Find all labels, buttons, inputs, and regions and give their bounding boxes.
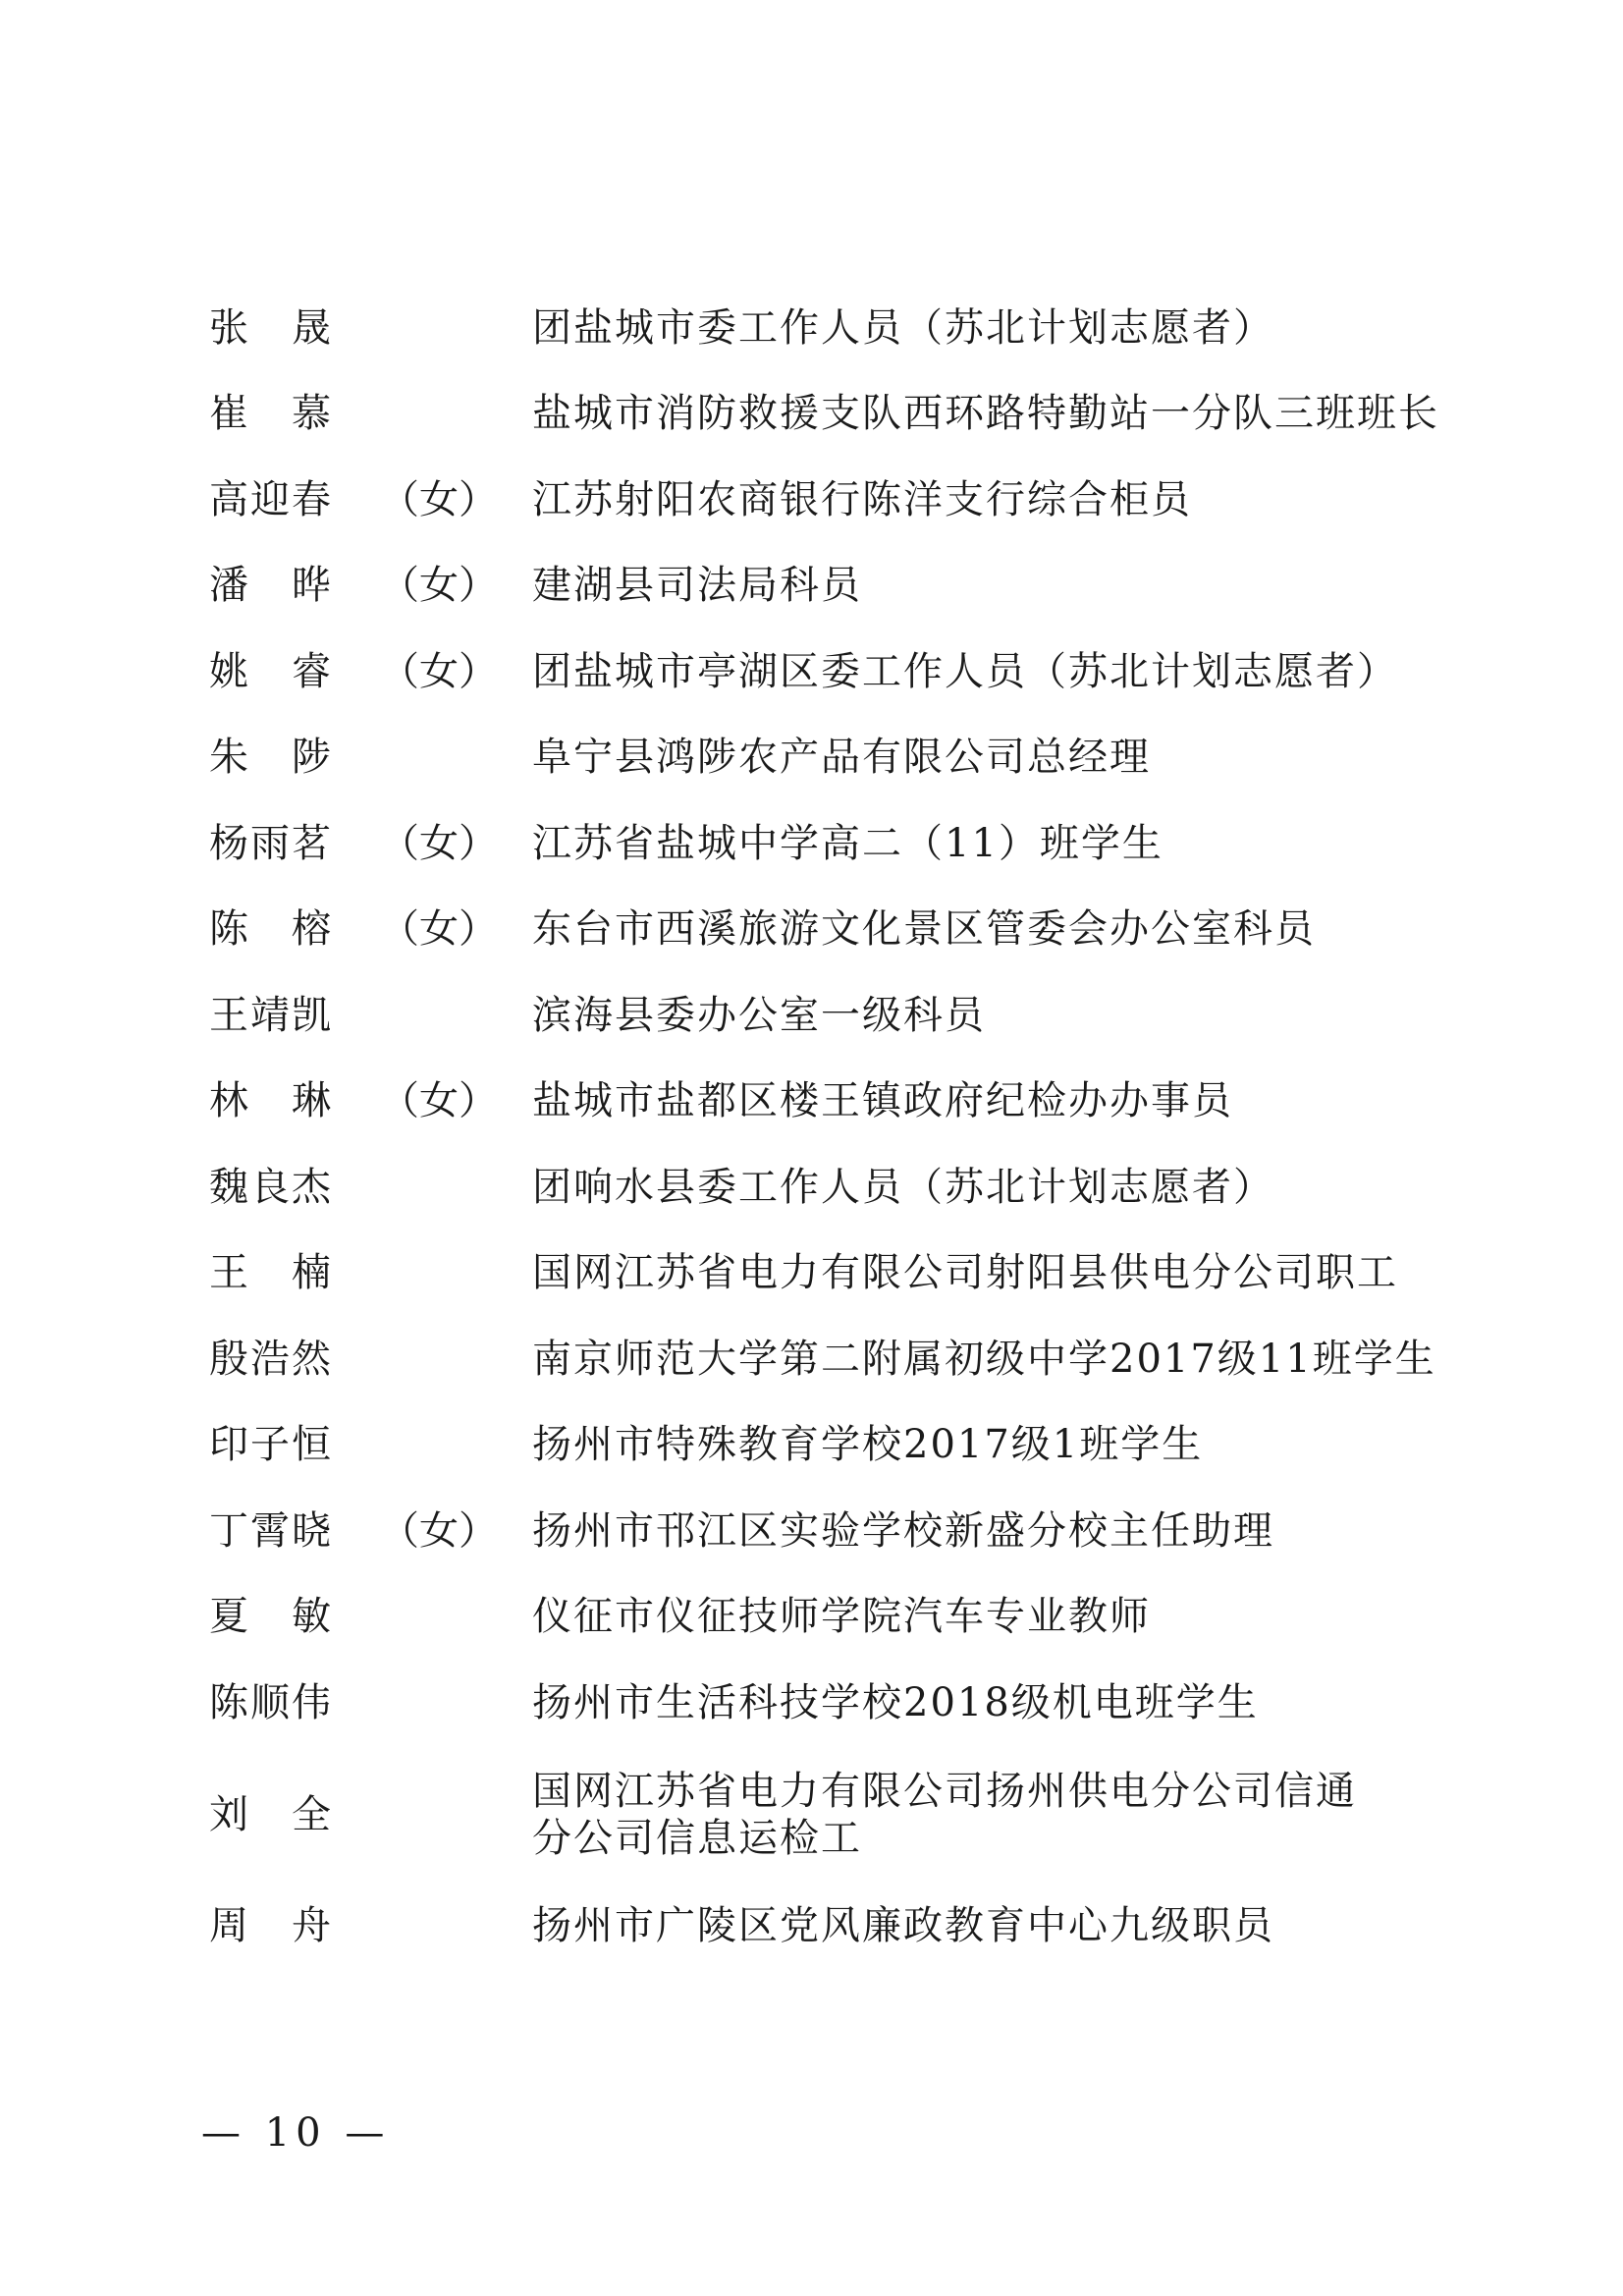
person-description: 扬州市广陵区党风廉政教育中心九级职员 xyxy=(532,1903,1274,1949)
description-line: 国网江苏省电力有限公司扬州供电分公司信通 xyxy=(532,1768,1357,1814)
gender-note: （女） xyxy=(380,820,498,866)
gender-note: （女） xyxy=(380,563,498,609)
person-name: 姚 睿 xyxy=(209,648,333,694)
person-description: 扬州市特殊教育学校2017级1班学生 xyxy=(532,1422,1204,1468)
list-item xyxy=(209,972,1446,1059)
list-item xyxy=(209,1884,1446,1970)
person-name: 王 楠 xyxy=(209,1250,333,1296)
person-name: 王靖凯 xyxy=(209,992,333,1038)
person-description: 建湖县司法局科员 xyxy=(532,563,862,609)
person-name: 殷浩然 xyxy=(209,1336,333,1382)
list-item xyxy=(209,1746,1446,1884)
person-name: 印子恒 xyxy=(209,1422,333,1468)
person-description: 盐城市消防救援支队西环路特勤站一分队三班班长 xyxy=(532,391,1439,437)
list-item xyxy=(209,1488,1446,1574)
gender-note: （女） xyxy=(380,1078,498,1124)
person-name: 丁霄晓 xyxy=(209,1507,333,1554)
gender-note: （女） xyxy=(380,1507,498,1554)
person-name: 张 晟 xyxy=(209,304,333,351)
person-name: 陈 榕 xyxy=(209,906,333,953)
person-name: 崔 慕 xyxy=(209,391,333,437)
person-name: 刘 全 xyxy=(209,1791,333,1837)
description-line: 分公司信息运检工 xyxy=(532,1815,862,1861)
person-description: 盐城市盐都区楼王镇政府纪检办办事员 xyxy=(532,1078,1233,1124)
person-description: 团响水县委工作人员（苏北计划志愿者） xyxy=(532,1164,1274,1210)
person-description: 东台市西溪旅游文化景区管委会办公室科员 xyxy=(532,906,1316,953)
person-name: 夏 敏 xyxy=(209,1594,333,1640)
list-item xyxy=(209,371,1446,458)
person-description: 阜宁县鸿陟农产品有限公司总经理 xyxy=(532,735,1151,781)
list-item xyxy=(209,1402,1446,1489)
list-item xyxy=(209,800,1446,887)
list-item xyxy=(209,1660,1446,1746)
gender-note: （女） xyxy=(380,476,498,522)
person-description: 团盐城市委工作人员（苏北计划志愿者） xyxy=(532,304,1274,351)
list-item xyxy=(209,1059,1446,1145)
person-description: 江苏射阳农商银行陈洋支行综合柜员 xyxy=(532,476,1192,522)
person-description: 团盐城市亭湖区委工作人员（苏北计划志愿者） xyxy=(532,648,1398,694)
list-item xyxy=(209,887,1446,973)
list-item xyxy=(209,457,1446,543)
honoree-list xyxy=(209,285,1446,1969)
person-name: 朱 陟 xyxy=(209,735,333,781)
person-name: 杨雨茗 xyxy=(209,820,333,866)
list-item xyxy=(209,1574,1446,1661)
person-description xyxy=(532,1768,1446,1862)
person-name: 高迎春 xyxy=(209,476,333,522)
list-item xyxy=(209,715,1446,801)
person-name: 林 琳 xyxy=(209,1078,333,1124)
person-description: 国网江苏省电力有限公司射阳县供电分公司职工 xyxy=(532,1250,1398,1296)
list-item xyxy=(209,1144,1446,1230)
person-description: 扬州市邗江区实验学校新盛分校主任助理 xyxy=(532,1507,1274,1554)
list-item xyxy=(209,543,1446,629)
gender-note: （女） xyxy=(380,906,498,953)
person-description: 扬州市生活科技学校2018级机电班学生 xyxy=(532,1679,1259,1725)
list-item xyxy=(209,1230,1446,1317)
person-description: 滨海县委办公室一级科员 xyxy=(532,992,986,1038)
person-name: 周 舟 xyxy=(209,1903,333,1949)
person-name: 潘 晔 xyxy=(209,563,333,609)
person-description: 南京师范大学第二附属初级中学2017级11班学生 xyxy=(532,1336,1436,1382)
page-number: — 10 — xyxy=(201,2110,391,2156)
list-item xyxy=(209,285,1446,371)
list-item xyxy=(209,1316,1446,1402)
gender-note: （女） xyxy=(380,648,498,694)
person-description: 仪征市仪征技师学院汽车专业教师 xyxy=(532,1594,1151,1640)
person-description: 江苏省盐城中学高二（11）班学生 xyxy=(532,820,1163,866)
person-name: 魏良杰 xyxy=(209,1164,333,1210)
list-item xyxy=(209,629,1446,715)
person-name: 陈顺伟 xyxy=(209,1679,333,1725)
